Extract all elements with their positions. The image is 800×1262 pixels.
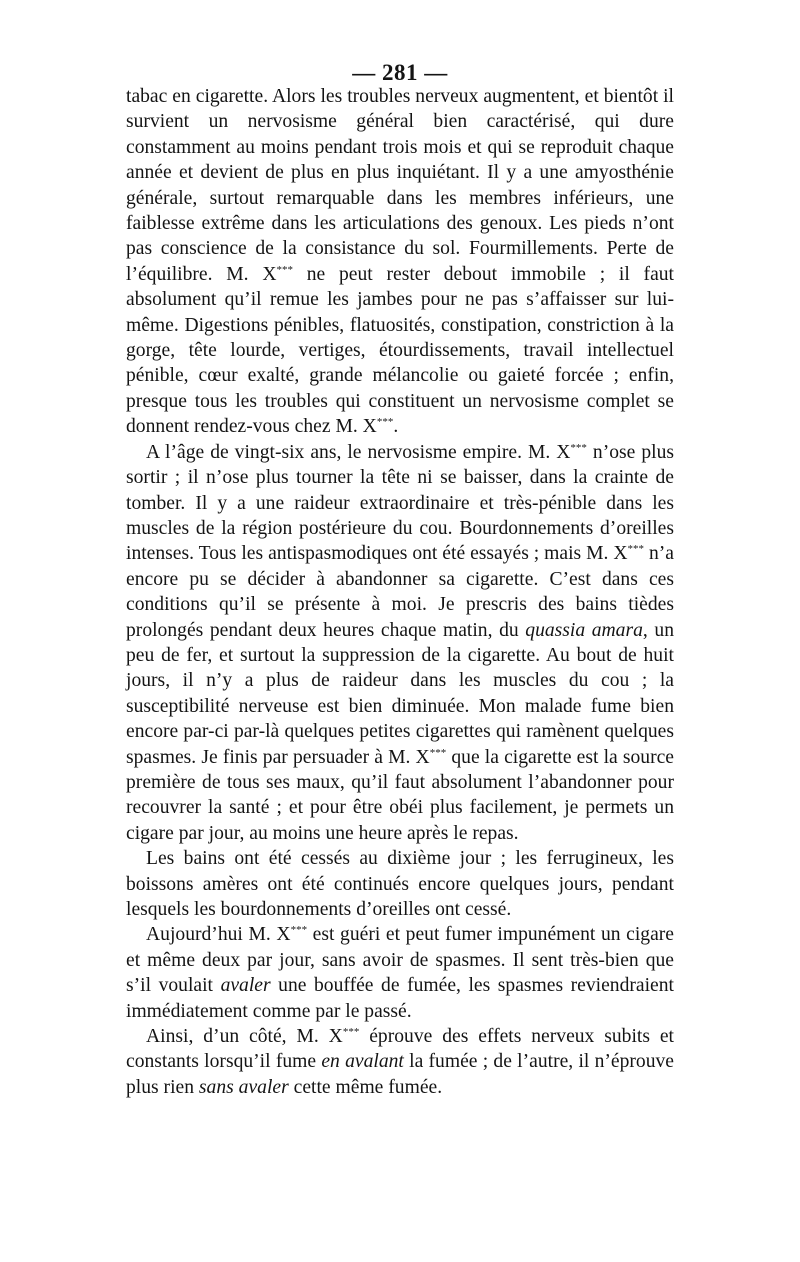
asterisk-superscript: ***: [290, 924, 308, 937]
text-run: A l’âge de vingt-six ans, le nervosisme empire. M. X: [146, 441, 571, 463]
text-run: .: [393, 416, 399, 438]
text-run: que la cigarette est la source première de tous ses maux, qu’il faut absolument l’abandonner pour recouvrer la santé ; et pour être obéi plus facilement, je permets un cigare par jour, au moins une heure après le repas.: [126, 746, 674, 844]
text-run: n’a encore pu se décider à abandonner sa cigarette. C’est dans ces conditions qu’il se présente à moi. Je prescris des bains tièdes prolongés pendant deux heures chaque matin, du: [126, 543, 674, 641]
asterisk-superscript: ***: [570, 441, 587, 454]
text-run: éprouve des effets nerveux subits et constants lorsqu’il fume: [126, 1026, 674, 1073]
text-run: Les bains ont été cessés au dixième jour ; les ferrugineux, les boissons amères ont été continués encore quelques jours, pendant lesquels les bourdonnements d’oreilles ont cessé.: [126, 848, 674, 920]
paragraph: [126, 1024, 674, 1100]
paragraph: [126, 846, 674, 922]
text-run: n’ose plus sortir ; il n’ose plus tourner la tête ni se baisser, dans la crainte de tomber. Il y a une raideur extraordinaire et très-pénible dans les muscles de la région postérieure du cou. Bourdonnements d’oreilles intenses. Tous les antispasmodiques ont été essayés ; mais M. X: [126, 441, 674, 565]
italic-run: en avalant: [321, 1051, 404, 1073]
text-run: la fumée ; de l’autre, il n’éprouve plus rien: [126, 1051, 675, 1098]
asterisk-superscript: ***: [342, 1026, 360, 1039]
paragraph: [126, 84, 674, 440]
italic-run: quassia amara: [525, 619, 643, 641]
text-run: une bouffée de fumée, les spasmes reviendraient immédiatement comme par le passé.: [126, 975, 674, 1022]
text-run: , un peu de fer, et surtout la suppression de la cigarette. Au bout de huit jours, il n’y a plus de raideur dans les muscles du cou ; la susceptibilité nerveuse est bien diminuée. Mon malade fume bien encore par-ci par-là quelques petites cigarettes qui ramènent quelques spasmes. Je finis par persuader à M. X: [126, 619, 674, 768]
text-run: ne peut rester debout immobile ; il faut absolument qu’il remue les jambes pour ne pas s’affaisser sur lui-même. Digestions pénibles, flatuosités, constipation, constriction à la gorge, tête lourde, vertiges, étourdissements, travail intellectuel pénible, cœur exalté, grande mélancolie ou gaieté forcée ; enfin, presque tous les troubles qui constituent un nervosisme complet se donnent rendez-vous chez M. X: [126, 263, 675, 438]
body-text: [126, 84, 674, 1100]
text-run: tabac en cigarette. Alors les troubles nerveux augmentent, et bientôt il survient un nervosisme général bien caractérisé, qui dure constamment au moins pendant trois mois et qui se reproduit chaque année et devient de plus en plus inquiétant. Il y a une amyosthénie générale, surtout remarquable dans les membres inférieurs, une faiblesse extrême dans les articulations des genoux. Les pieds n’ont pas conscience de la consistance du sol. Fourmillements. Perte de l’équilibre. M. X: [126, 86, 674, 285]
asterisk-superscript: ***: [376, 416, 394, 429]
text-run: Ainsi, d’un côté, M. X: [146, 1026, 343, 1048]
italic-run: avaler: [220, 975, 271, 997]
asterisk-superscript: ***: [627, 543, 645, 556]
text-run: est guéri et peut fumer impunément un cigare et même deux par jour, sans avoir de spasmes. Il sent très-bien que s’il voulait: [126, 924, 674, 997]
page-number: — 281 —: [352, 60, 448, 85]
asterisk-superscript: ***: [276, 263, 293, 276]
paragraph: [126, 922, 674, 1024]
text-run: cette même fumée.: [288, 1076, 443, 1098]
paragraph: [126, 440, 674, 847]
italic-run: sans avaler: [198, 1076, 289, 1098]
asterisk-superscript: ***: [429, 746, 447, 759]
text-run: Aujourd’hui M. X: [146, 924, 291, 946]
